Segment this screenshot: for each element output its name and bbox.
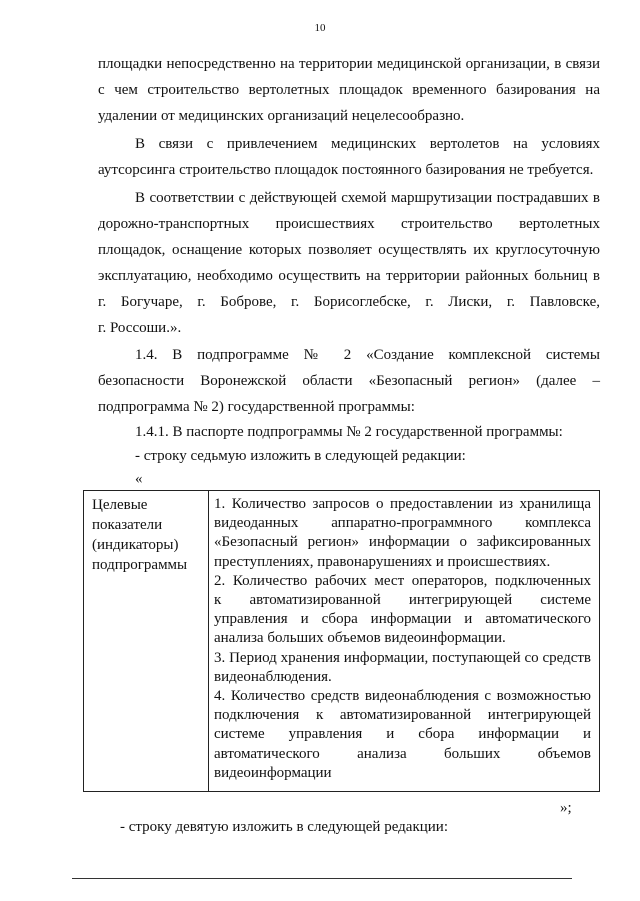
table-right-line: к автоматизированной интегрирующей системе <box>214 592 591 609</box>
paragraph-line: - строку девятую изложить в следующей редакции: <box>120 819 449 835</box>
paragraph-line: В связи с привлечением медицинских вертолетов на условиях <box>135 136 600 152</box>
table-right-line: 3. Период хранения информации, поступающей со средств <box>214 649 591 666</box>
page-number: 10 <box>314 22 326 34</box>
table-right-line: управления и сбора информации и автоматического <box>214 611 591 628</box>
paragraph-line: 1.4.1. В паспорте подпрограммы № 2 государственной программы: <box>135 424 563 440</box>
table-right-line: преступлениях, правонарушениях и происшествиях. <box>214 553 551 570</box>
closing-quote: »; <box>560 800 572 816</box>
table-left-cell <box>84 491 209 791</box>
table-right-line: 1. Количество запросов о предоставлении из хранилища <box>214 496 591 512</box>
table-right-line: системе управления и сбора информации и <box>214 726 591 743</box>
indicators-table <box>83 490 600 792</box>
paragraph-line: подпрограмма № 2) государственной программы: <box>98 399 415 415</box>
paragraph-line: дорожно-транспортных происшествиях строительство вертолетных <box>98 216 600 232</box>
paragraph-line: площадки непосредственно на территории медицинской организации, в связи <box>98 56 600 72</box>
paragraph-line: эксплуатацию, необходимо осуществить на территории районных больниц в <box>98 268 600 284</box>
opening-quote: « <box>135 471 143 487</box>
table-left-line: (индикаторы) <box>92 537 179 553</box>
table-left-line: подпрограммы <box>92 557 188 573</box>
table-right-line: видеонаблюдения. <box>214 668 332 685</box>
table-right-line: «Безопасный регион» информации о зафиксированных <box>214 534 591 551</box>
paragraph-line: площадок, оснащение которых позволяет осуществлять их круглосуточную <box>98 242 600 258</box>
paragraph-line: 1.4. В подпрограмме № 2 «Создание комплексной системы <box>135 347 600 363</box>
table-right-line: видеоданных аппаратно-программного комплекса <box>214 515 591 532</box>
paragraph-line: В соответствии с действующей схемой маршрутизации пострадавших в <box>135 190 600 206</box>
paragraph-line: безопасности Воронежской области «Безопасный регион» (далее – <box>98 373 600 389</box>
table-right-line: видеоинформации <box>214 764 332 781</box>
paragraph-line: с чем строительство вертолетных площадок временного базирования на <box>98 82 600 98</box>
table-right-cell <box>209 491 599 791</box>
table-right-line: анализа больших объемов видеоинформации. <box>214 630 506 647</box>
table-left-line: показатели <box>92 517 163 533</box>
paragraph-line: - строку седьмую изложить в следующей редакции: <box>135 448 466 464</box>
paragraph-line: аутсорсинга строительство площадок постоянного базирования не требуется. <box>98 162 594 178</box>
paragraph-line: г. Богучаре, г. Боброве, г. Борисоглебске, г. Лиски, г. Павловске, <box>98 294 600 310</box>
footer-divider <box>72 878 572 879</box>
paragraph-line: г. Россоши.». <box>98 320 182 336</box>
table-right-line: 2. Количество рабочих мест операторов, подключенных <box>214 572 591 589</box>
paragraph-line: удалении от медицинских организаций нецелесообразно. <box>98 108 465 124</box>
table-left-line: Целевые <box>92 497 148 513</box>
table-right-line: автоматического анализа больших объемов <box>214 745 591 762</box>
table-right-line: подключения к автоматизированной интегрирующей <box>214 707 591 724</box>
table-right-line: 4. Количество средств видеонаблюдения с возможностью <box>214 688 591 705</box>
